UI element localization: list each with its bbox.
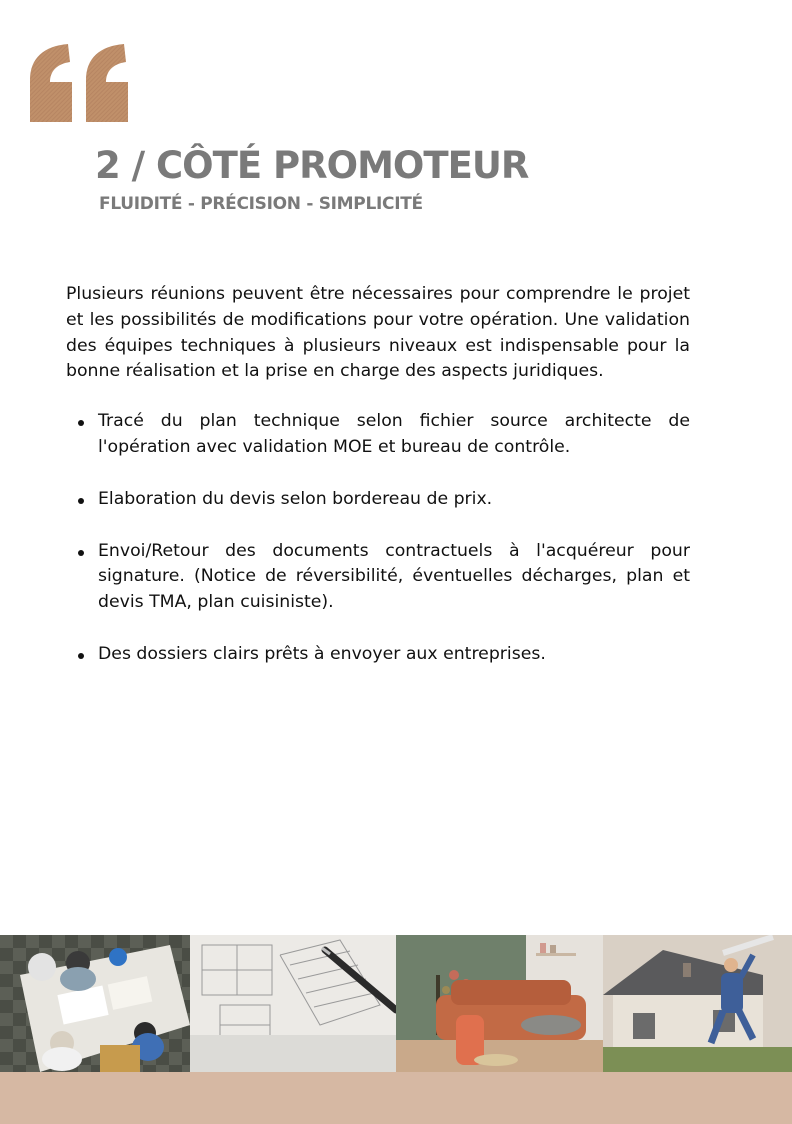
blueprint-photo bbox=[190, 935, 396, 1072]
quote-icon bbox=[30, 44, 130, 122]
house-worker-photo bbox=[603, 935, 792, 1072]
quote-left-glyph bbox=[30, 44, 72, 122]
bullet-item-documents: Envoi/Retour des documents contractuels à l'acquéreur pour signature. (Notice de réversibilité, éventuelles décharges, plan et devis TMA, plan cuisiniste). bbox=[66, 539, 690, 616]
bullet-list bbox=[66, 409, 690, 668]
meeting-photo bbox=[0, 935, 190, 1072]
bullet-item-devis: Elaboration du devis selon bordereau de prix. bbox=[66, 487, 690, 513]
quote-right-glyph bbox=[86, 44, 128, 122]
page-subtitle: FLUIDITÉ - PRÉCISION - SIMPLICITÉ bbox=[99, 194, 423, 214]
photo-strip bbox=[0, 935, 792, 1072]
bullet-item-plan: Tracé du plan technique selon fichier source architecte de l'opération avec validation MOE et bureau de contrôle. bbox=[66, 409, 690, 461]
living-room-photo bbox=[396, 935, 603, 1072]
bullet-item-dossiers: Des dossiers clairs prêts à envoyer aux entreprises. bbox=[66, 642, 690, 668]
intro-paragraph: Plusieurs réunions peuvent être nécessaires pour comprendre le projet et les possibilités de modifications pour votre opération. Une validation des équipes techniques à plusieurs niveaux est indispensable pour la bonne réalisation et la prise en charge des aspects juridiques. bbox=[66, 284, 690, 382]
main-content bbox=[66, 282, 690, 694]
page-title: 2 / CÔTÉ PROMOTEUR bbox=[95, 144, 529, 187]
footer-band bbox=[0, 1072, 792, 1124]
